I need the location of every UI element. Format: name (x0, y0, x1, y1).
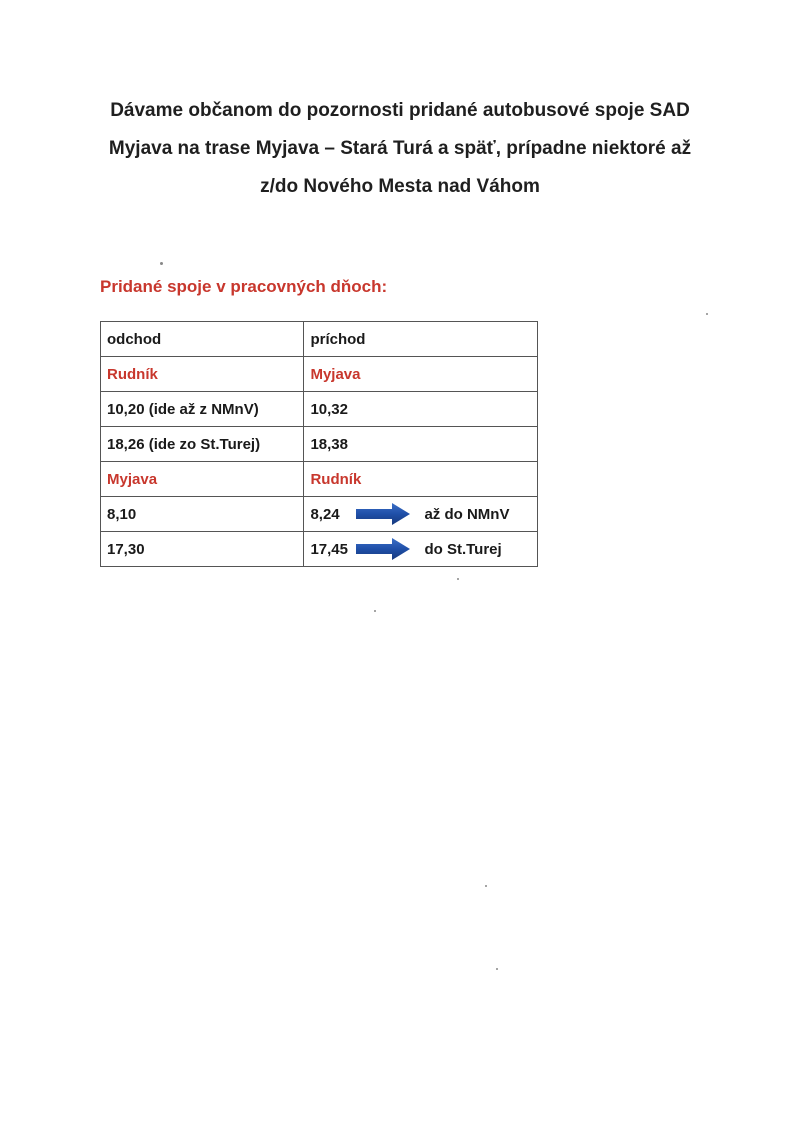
departure-time: 8,10 (101, 497, 304, 532)
scan-speck (485, 885, 487, 887)
route-note: až do NMnV (424, 505, 510, 523)
arrival-time: 8,24 (310, 505, 340, 523)
route-header-row (101, 357, 538, 392)
arrival-cell (304, 532, 538, 567)
route-origin: Rudník (101, 357, 304, 392)
route-note: do St.Turej (424, 540, 502, 558)
scan-speck (706, 313, 708, 315)
route-origin: Myjava (101, 462, 304, 497)
table-row (101, 532, 538, 567)
table-row (101, 392, 538, 427)
section-subheading: Pridané spoje v pracovných dňoch: (100, 277, 388, 296)
departure-time: 17,30 (101, 532, 304, 567)
arrival-time: 17,45 (310, 540, 348, 558)
right-arrow-icon (356, 538, 410, 560)
scan-speck (457, 578, 459, 580)
heading-line-3: z/do Nového Mesta nad Váhom (260, 176, 540, 197)
bus-schedule-table (100, 321, 538, 567)
arrival-time: 18,38 (304, 427, 538, 462)
arrival-cell (304, 497, 538, 532)
route-destination: Rudník (304, 462, 538, 497)
right-arrow-icon (356, 503, 410, 525)
route-header-row (101, 462, 538, 497)
scan-speck (374, 610, 376, 612)
table-row (101, 427, 538, 462)
departure-time: 10,20 (ide až z NMnV) (101, 392, 304, 427)
heading-line-2: Myjava na trase Myjava – Stará Turá a späť, prípadne niektoré až (108, 138, 692, 159)
table-row (101, 497, 538, 532)
scan-speck (160, 262, 163, 265)
header-arrival: príchod (304, 322, 538, 357)
heading-line-1: Dávame občanom do pozornosti pridané autobusové spoje SAD (110, 100, 690, 121)
document-heading (60, 92, 740, 206)
arrival-time: 10,32 (304, 392, 538, 427)
table-header-row (101, 322, 538, 357)
route-destination: Myjava (304, 357, 538, 392)
departure-time: 18,26 (ide zo St.Turej) (101, 427, 304, 462)
scan-speck (496, 968, 498, 970)
header-departure: odchod (101, 322, 304, 357)
